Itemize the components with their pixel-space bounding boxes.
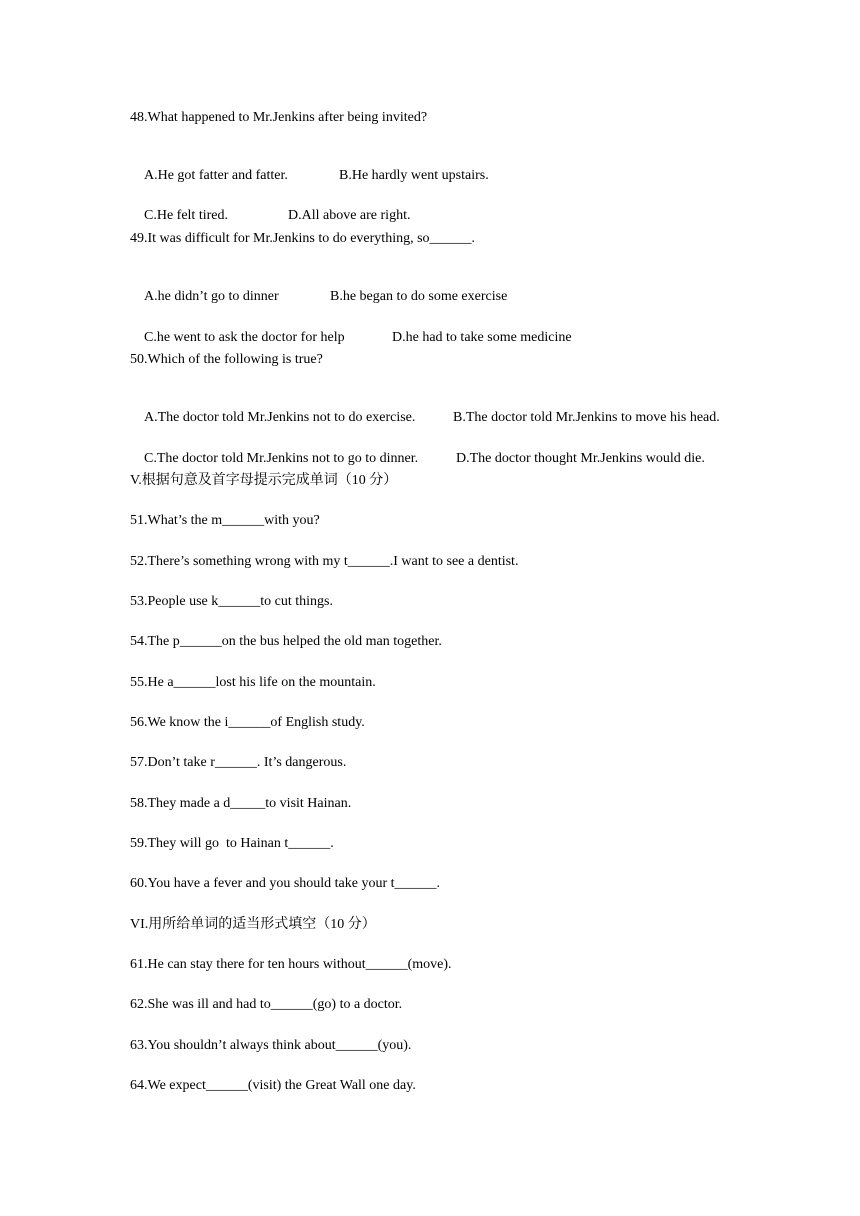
question-48-options-row1	[130, 149, 489, 183]
option-49-b: B.he began to do some exercise	[330, 289, 508, 304]
section-5-item: 53.People use k______to cut things.	[130, 594, 333, 609]
section-5-item: 60.You have a fever and you should take your t______.	[130, 876, 441, 891]
section-5-item: 51.What’s the m______with you?	[130, 513, 320, 528]
section-5-item: 52.There’s something wrong with my t______.I want to see a dentist.	[130, 554, 519, 569]
section-5-item: 56.We know the i______of English study.	[130, 715, 365, 730]
section-5-heading: V.根据句意及首字母提示完成单词（10 分）	[130, 473, 398, 488]
section-5-item: 54.The p______on the bus helped the old man together.	[130, 634, 442, 649]
option-50-b: B.The doctor told Mr.Jenkins to move his head.	[453, 410, 720, 425]
option-50-d: D.The doctor thought Mr.Jenkins would die.	[456, 451, 705, 466]
question-50-stem: 50.Which of the following is true?	[130, 352, 323, 367]
section-5-item: 59.They will go to Hainan t______.	[130, 836, 334, 851]
option-48-c: C.He felt tired.	[144, 208, 228, 223]
question-49-stem: 49.It was difficult for Mr.Jenkins to do everything, so______.	[130, 231, 476, 246]
option-49-c: C.he went to ask the doctor for help	[144, 330, 345, 345]
question-50-options-row1	[130, 391, 720, 425]
section-6-item: 61.He can stay there for ten hours without______(move).	[130, 957, 452, 972]
option-48-a: A.He got fatter and fatter.	[144, 168, 288, 183]
section-6-heading: VI.用所给单词的适当形式填空（10 分）	[130, 917, 376, 932]
option-48-b: B.He hardly went upstairs.	[339, 168, 489, 183]
question-48-stem: 48.What happened to Mr.Jenkins after being invited?	[130, 110, 428, 125]
question-50-options-row2	[130, 432, 705, 466]
question-49-options-row1	[130, 270, 508, 304]
section-5-item: 57.Don’t take r______. It’s dangerous.	[130, 755, 347, 770]
option-48-d: D.All above are right.	[288, 208, 411, 223]
option-50-a: A.The doctor told Mr.Jenkins not to do exercise.	[144, 410, 416, 425]
section-6-item: 63.You shouldn’t always think about______(you).	[130, 1038, 412, 1053]
option-50-c: C.The doctor told Mr.Jenkins not to go to dinner.	[144, 451, 419, 466]
question-49-options-row2	[130, 311, 572, 345]
section-6-item: 62.She was ill and had to______(go) to a doctor.	[130, 997, 403, 1012]
section-6-item: 64.We expect______(visit) the Great Wall one day.	[130, 1078, 416, 1093]
question-48-options-row2	[130, 189, 411, 223]
section-5-item: 58.They made a d_____to visit Hainan.	[130, 796, 352, 811]
option-49-a: A.he didn’t go to dinner	[144, 289, 279, 304]
section-5-item: 55.He a______lost his life on the mountain.	[130, 675, 376, 690]
option-49-d: D.he had to take some medicine	[392, 330, 572, 345]
